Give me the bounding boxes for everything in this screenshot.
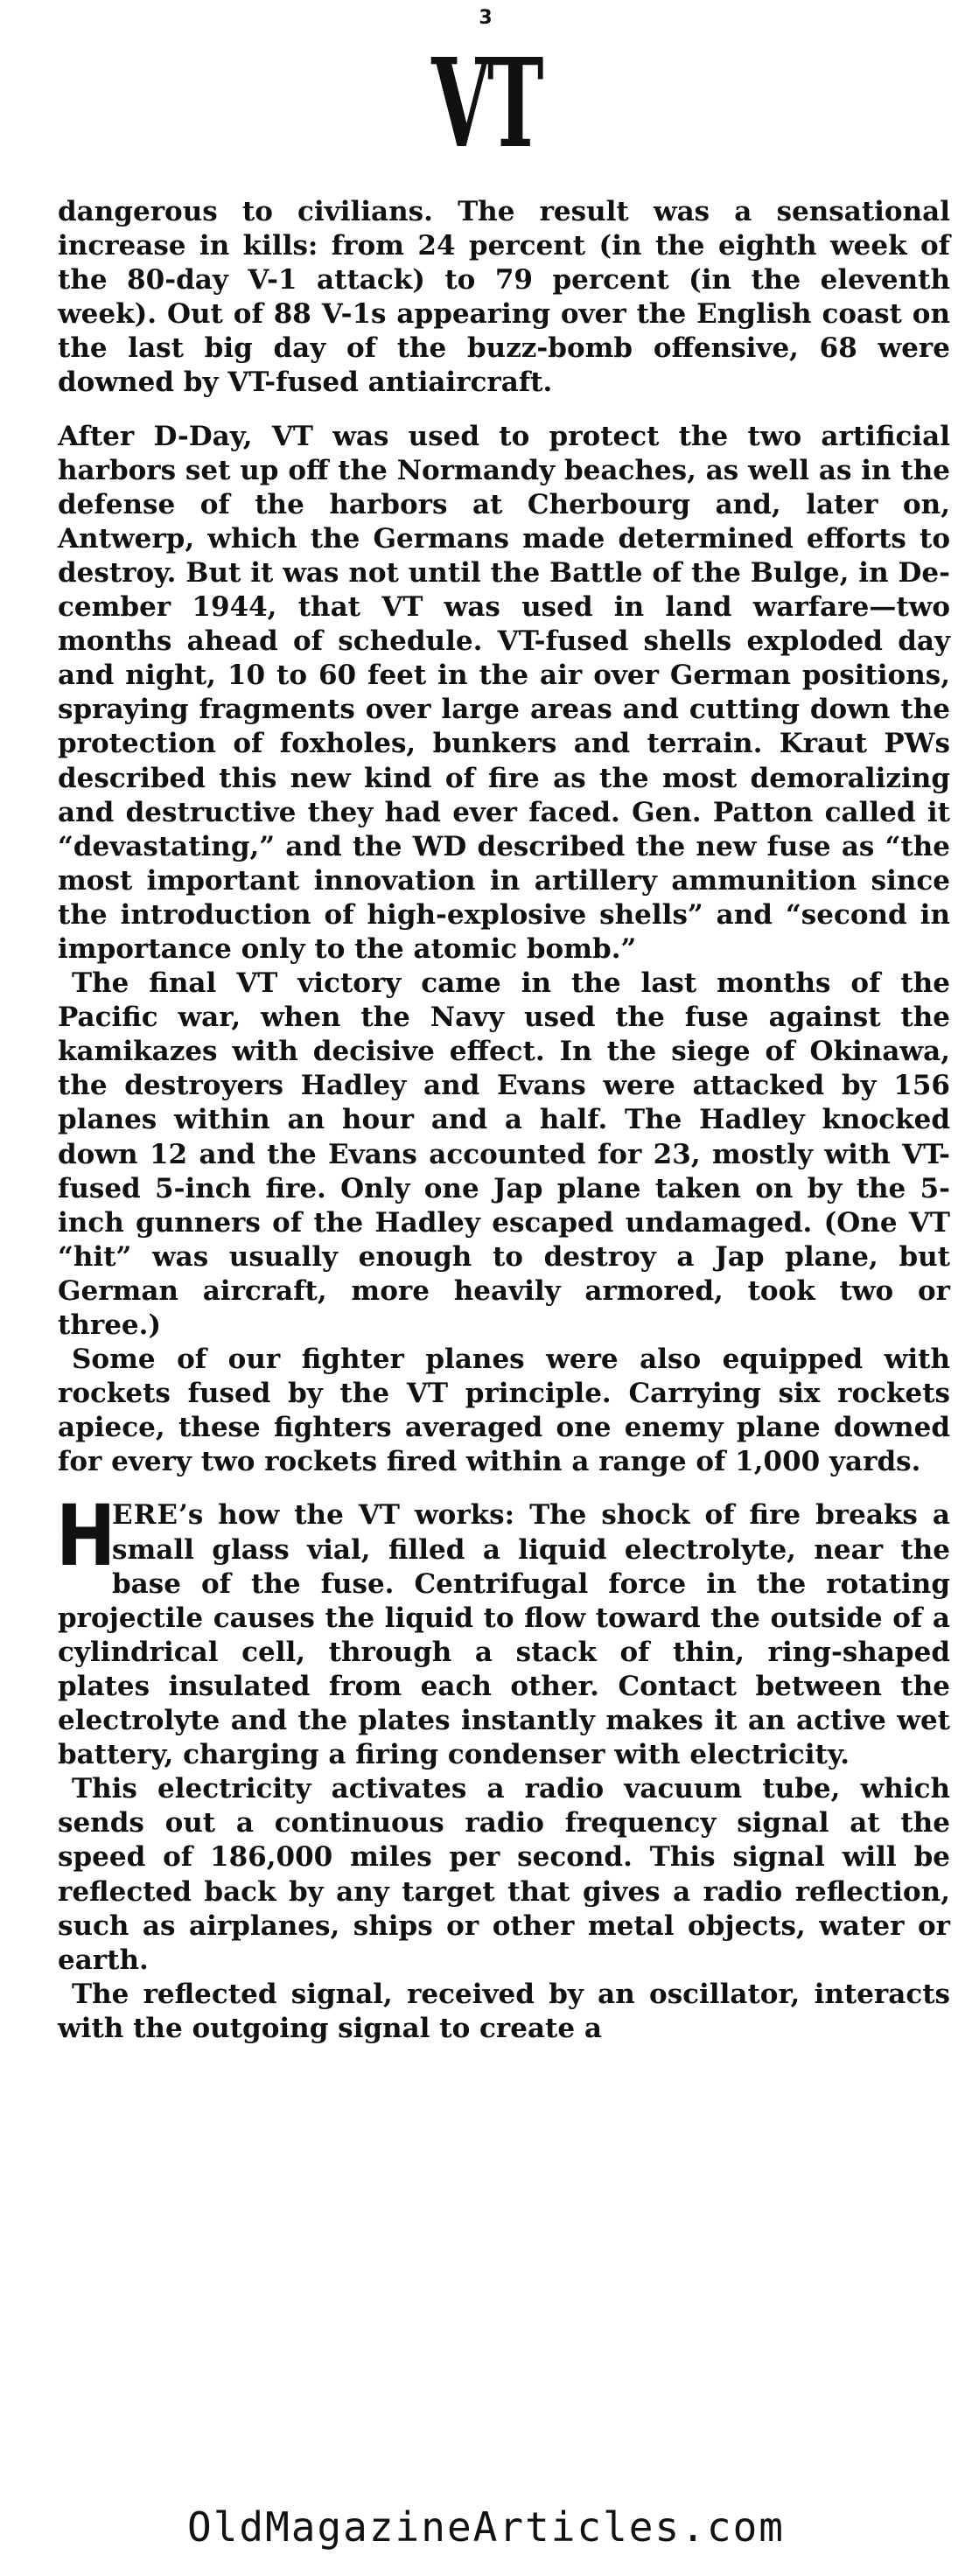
paragraph-2: After D-Day, VT was used to protect the two artificial harbors set up off the Normandy beaches, as well as in the defense of the harbors at Cherbourg and, later on, Antwerp, which the Germans made determined efforts to destroy. But it was not until the Battle of the Bulge, in December 1944, that VT was used in land warfare—two months ahead of schedule. VT-fused shells exploded day and night, 10 to 60 feet in the air over German positions, spraying fragments over large areas and cutting down the protection of foxholes, bunkers and terrain. Kraut PWs described this new kind of fire as the most demoralizing and destructive they had ever faced. Gen. Patton called it “devastating,” and the WD described the new fuse as “the most important innovation in artillery ammunition since the introduction of high-explosive shells” and “second in importance only to the atomic bomb.”: [58, 420, 950, 965]
drop-cap: H: [56, 1487, 116, 1586]
paragraph-4: Some of our fighter planes were also equipped with rockets fused by the VT principle. Carrying six rockets apiece, these fighters averaged one enemy plane downed for every two rockets fired within a range of 1,000 yards.: [58, 1344, 950, 1478]
paragraph-7: The reflected signal, received by an oscillator, interacts with the outgoing signal to create a: [58, 1978, 950, 2044]
source-footer: OldMagazineArticles.com: [187, 2503, 785, 2551]
paragraph-1: dangerous to civilians. The result was a sensational increase in kills: from 24 percent (in the eighth week of the 80-day V-1 attack) to 79 percent (in the eleventh week). Out of 88 V-1s appearing over the English coast on the last big day of the buzz-bomb offensive, 68 were downed by VT-fused antiaircraft.: [58, 196, 950, 399]
paragraph-6: This electricity activates a radio vacuum tube, which sends out a continuous radio frequency signal at the speed of 186,000 miles per second. This signal will be reflected back by any target that gives a radio reflection, such as airplanes, ships or other metal objects, water or earth.: [58, 1773, 950, 1976]
article-body: [58, 195, 950, 2046]
paragraph-5: [56, 1487, 950, 1772]
masthead-title: VT: [431, 32, 541, 176]
page-number: 3: [479, 7, 493, 29]
small-caps-lead: ERE: [112, 1499, 179, 1532]
paragraph-3: The final VT victory came in the last months of the Pacific war, when the Navy used the fuse against the kamikazes with decisive effect. In the siege of Okinawa, the destroyers Hadley and Evans were attacked by 156 planes within an hour and a half. The Hadley knocked down 12 and the Evans accounted for 23, mostly with VT-fused 5-inch fire. Only one Jap plane taken on by the 5-inch gunners of the Hadley escaped undamaged. (One VT “hit” was usually enough to destroy a Jap plane, but German aircraft, more heavily armored, took two or three.): [58, 967, 950, 1341]
paragraph-5-text: ’s how the VT works: The shock of fire breaks a small glass vial, filled a liquid electrolyte, near the base of the fuse. Centrifugal force in the rotating projectile causes the liquid to flow toward the outside of a cylindrical cell, through a stack of thin, ring-shaped plates insulated from each other. Contact between the electrolyte and the plates instantly makes it an active wet battery, charging a firing condenser with electricity.: [58, 1499, 950, 1771]
